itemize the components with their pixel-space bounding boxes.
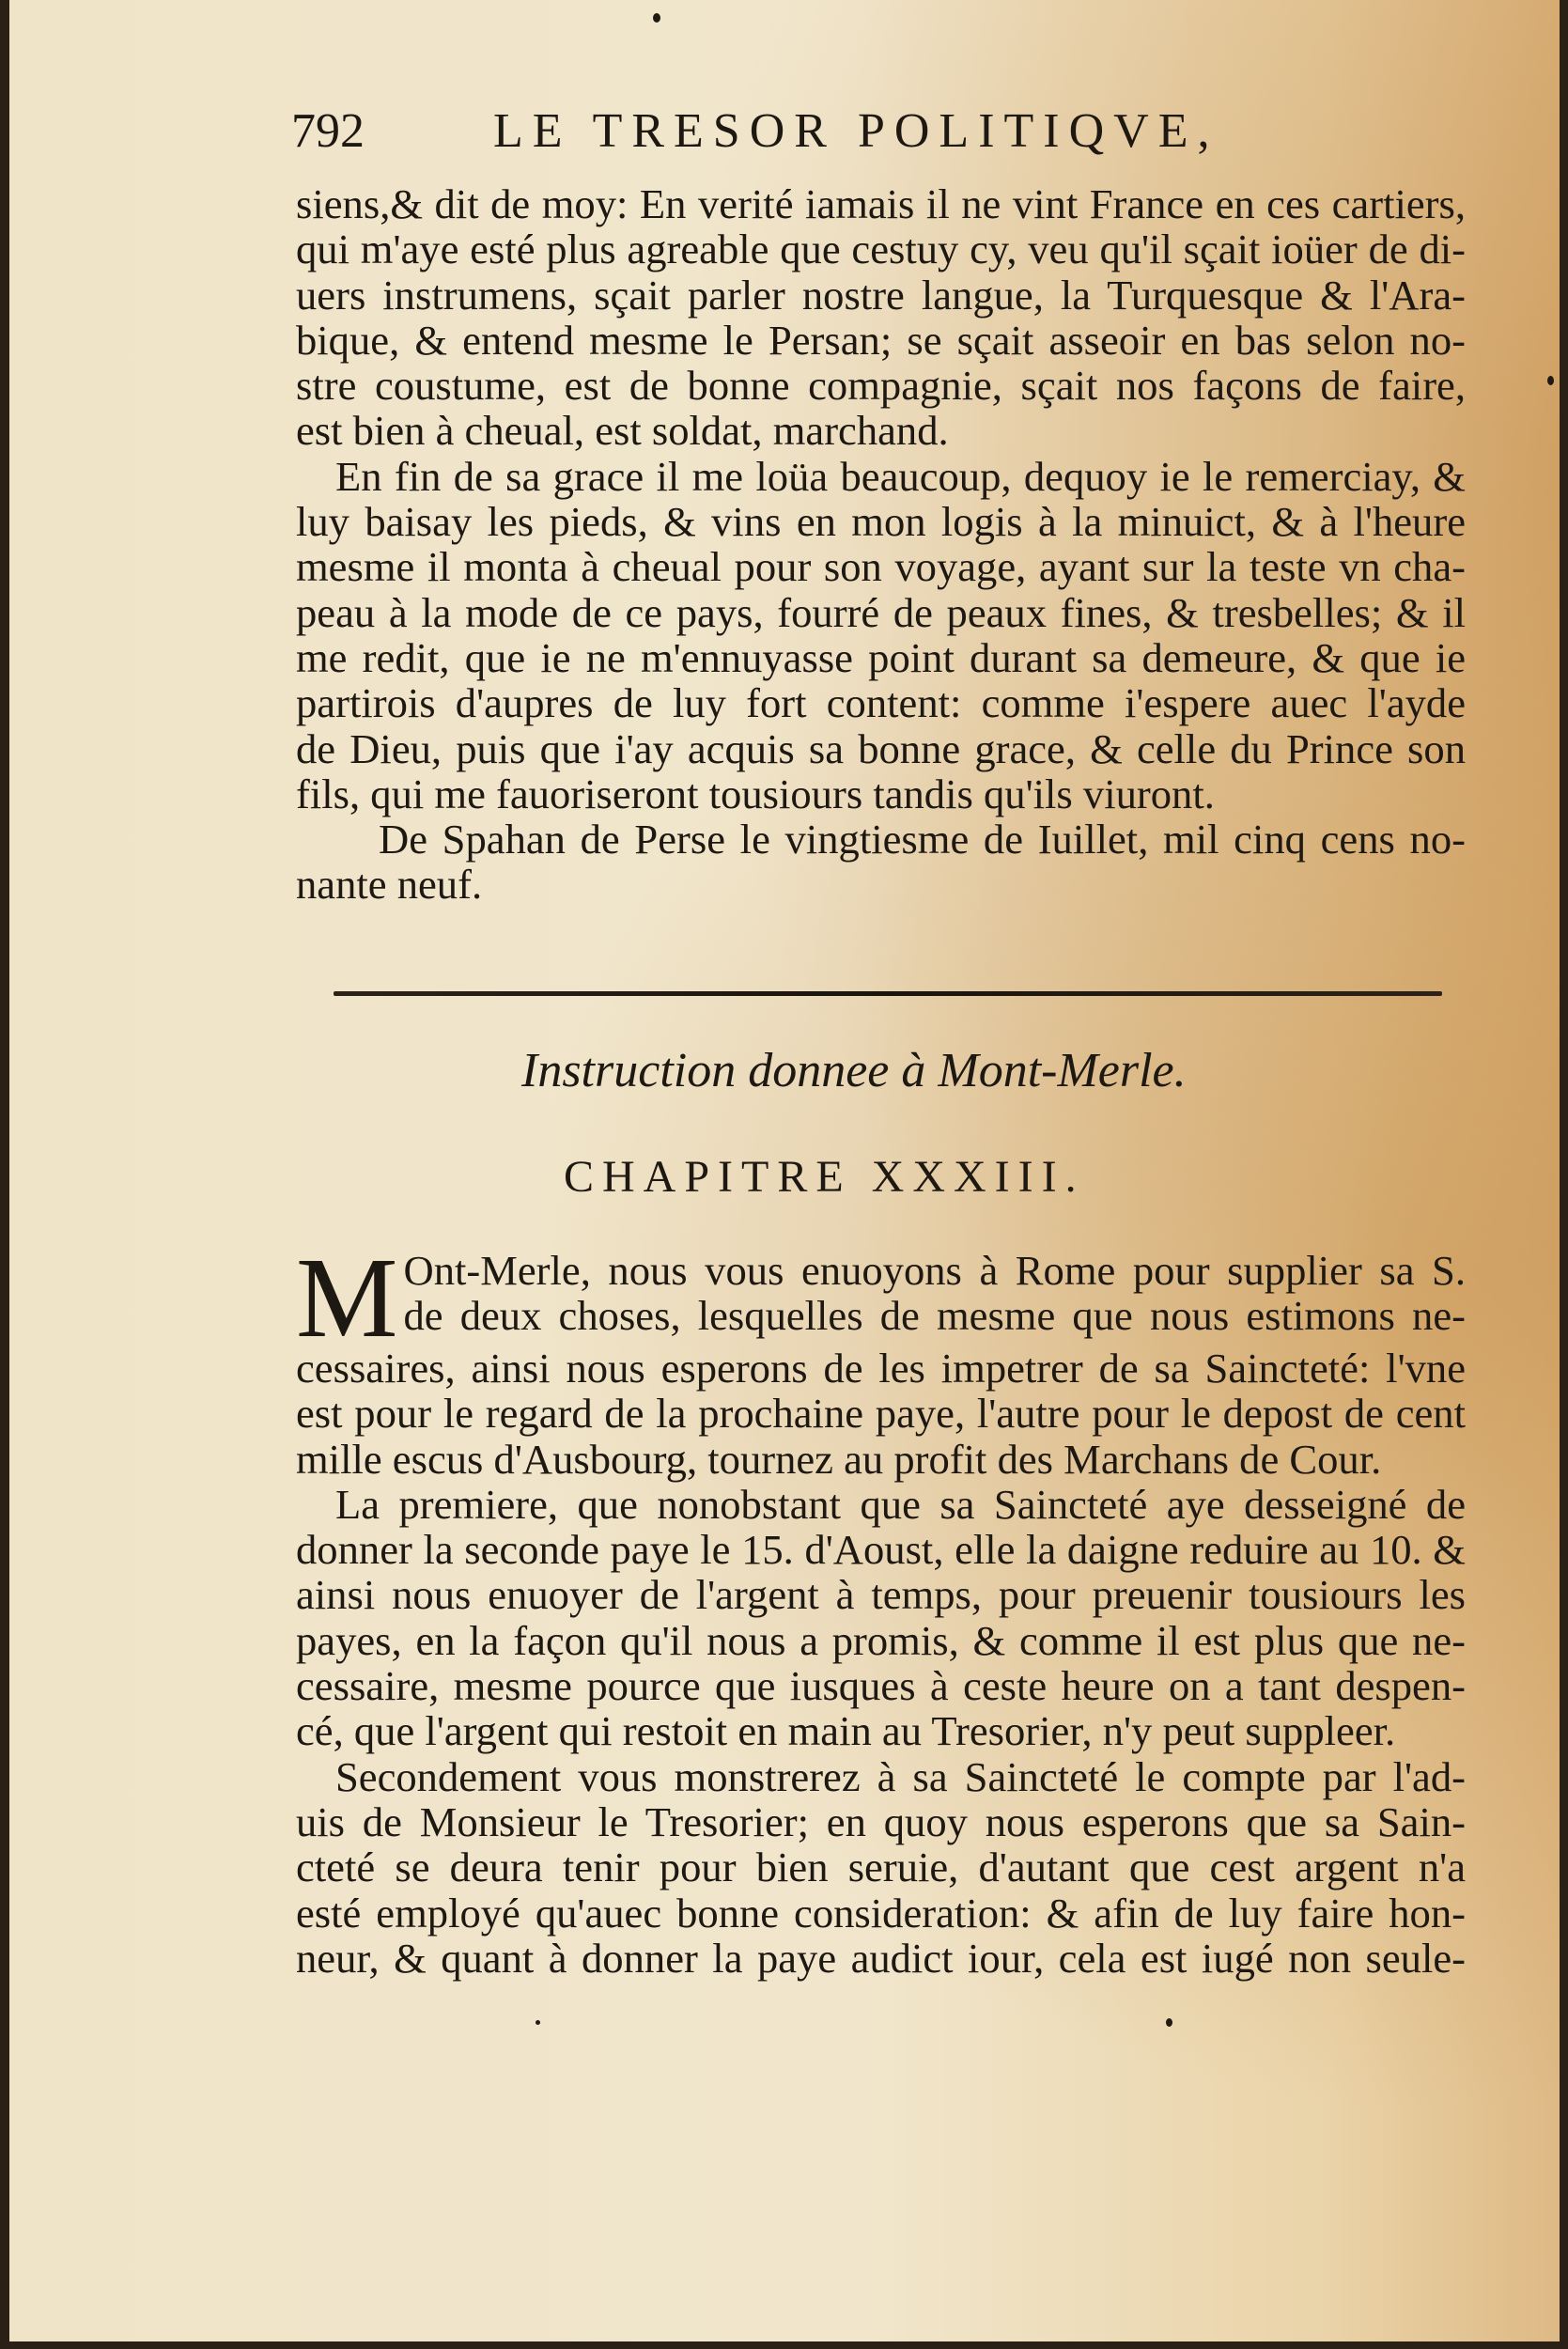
text-line: de deux choses, lesquelles de mesme que nous estimons ne- [403, 1292, 1466, 1340]
text-line: Secondement vous monstrerez à sa Saincteté le compte par l'ad- [335, 1752, 1466, 1800]
text-line: fils, qui me fauoriseront tousiours tandis qu'ils viuront. [296, 770, 1215, 817]
text-line: qui m'aye esté plus agreable que cestuy cy, veu qu'il sçait ioüer de di- [296, 226, 1466, 273]
book-page [9, 0, 1560, 2341]
text-line: luy baisay les pieds, & vins en mon logis à la minuict, & à l'heure [296, 498, 1466, 546]
ink-speck [653, 13, 660, 23]
dateline: De Spahan de Perse le vingtiesme de Iuillet, mil cinq cens no- [379, 816, 1466, 863]
page-number: 792 [291, 104, 365, 158]
chapter-heading: CHAPITRE XXXIII. [564, 1152, 1085, 1202]
text-line: siens,& dit de moy: En verité iamais il ne vint France en ces cartiers, [296, 180, 1466, 227]
instruction-text [296, 1235, 1466, 1982]
text-line: cessaire, mesme pource que iusques à ceste heure on a tant despen- [296, 1662, 1466, 1710]
ink-speck [536, 2020, 540, 2025]
text-line: me redit, que ie ne m'ennuyasse point durant sa demeure, & que ie [296, 633, 1466, 681]
ink-speck [1547, 376, 1554, 385]
text-line: payes, en la façon qu'il nous a promis, & comme il est plus que ne- [296, 1616, 1466, 1664]
text-line: peau à la mode de ce pays, fourré de peaux fines, & tresbelles; & il [296, 588, 1466, 636]
text-line: est pour le regard de la prochaine paye, l'autre pour le depost de cent [296, 1390, 1466, 1438]
ink-speck [1166, 2018, 1172, 2027]
section-divider [334, 991, 1442, 996]
text-line: de Dieu, puis que i'ay acquis sa bonne grace, & celle du Prince son [296, 724, 1466, 772]
text-line: stre coustume, est de bonne compagnie, sçait nos façons de faire, [296, 362, 1466, 410]
text-line: cessaires, ainsi nous esperons de les impetrer de sa Saincteté: l'vne [296, 1345, 1466, 1392]
text-line: neur, & quant à donner la paye audict iour, cela est iugé non seule- [296, 1934, 1466, 1982]
text-line: uis de Monsieur le Tresorier; en quoy nous esperons que sa Sain- [296, 1797, 1466, 1845]
text-line: est bien à cheual, est soldat, marchand. [296, 407, 949, 455]
text-line: cteté se deura tenir pour bien seruie, d'autant que cest argent n'a [296, 1843, 1466, 1891]
text-line: uers instrumens, sçait parler nostre langue, la Turquesque & l'Ara- [296, 271, 1466, 319]
text-line: La premiere, que nonobstant que sa Saincteté aye desseigné de [335, 1480, 1466, 1528]
text-line: Ont-Merle, nous vous enuoyons à Rome pour supplier sa S. [403, 1247, 1466, 1294]
text-line: esté employé qu'auec bonne consideration: & afin de luy faire hon- [296, 1889, 1466, 1937]
letter-text [296, 181, 1466, 908]
text-line: mille escus d'Ausbourg, tournez au profit des Marchans de Cour. [296, 1435, 1382, 1483]
text-line: ainsi nous enuoyer de l'argent à temps, pour preuenir tousiours les [296, 1571, 1466, 1619]
text-line: En fin de sa grace il me loüa beaucoup, dequoy ie le remerciay, & [335, 452, 1466, 500]
dateline-end: nante neuf. [296, 861, 483, 909]
drop-cap: M [296, 1235, 398, 1361]
text-line: bique, & entend mesme le Persan; se sçait asseoir en bas selon no- [296, 316, 1466, 364]
text-line: donner la seconde paye le 15. d'Aoust, elle la daigne reduire au 10. & [296, 1526, 1466, 1574]
text-line: mesme il monta à cheual pour son voyage, ayant sur la teste vn cha- [296, 543, 1466, 591]
section-subtitle: Instruction donnee à Mont-Merle. [521, 1044, 1187, 1097]
text-line: cé, que l'argent qui restoit en main au Tresorier, n'y peut suppleer. [296, 1707, 1396, 1755]
running-title: LE TRESOR POLITIQVE, [493, 104, 1219, 158]
text-line: partirois d'aupres de luy fort content: comme i'espere auec l'ayde [296, 679, 1466, 727]
